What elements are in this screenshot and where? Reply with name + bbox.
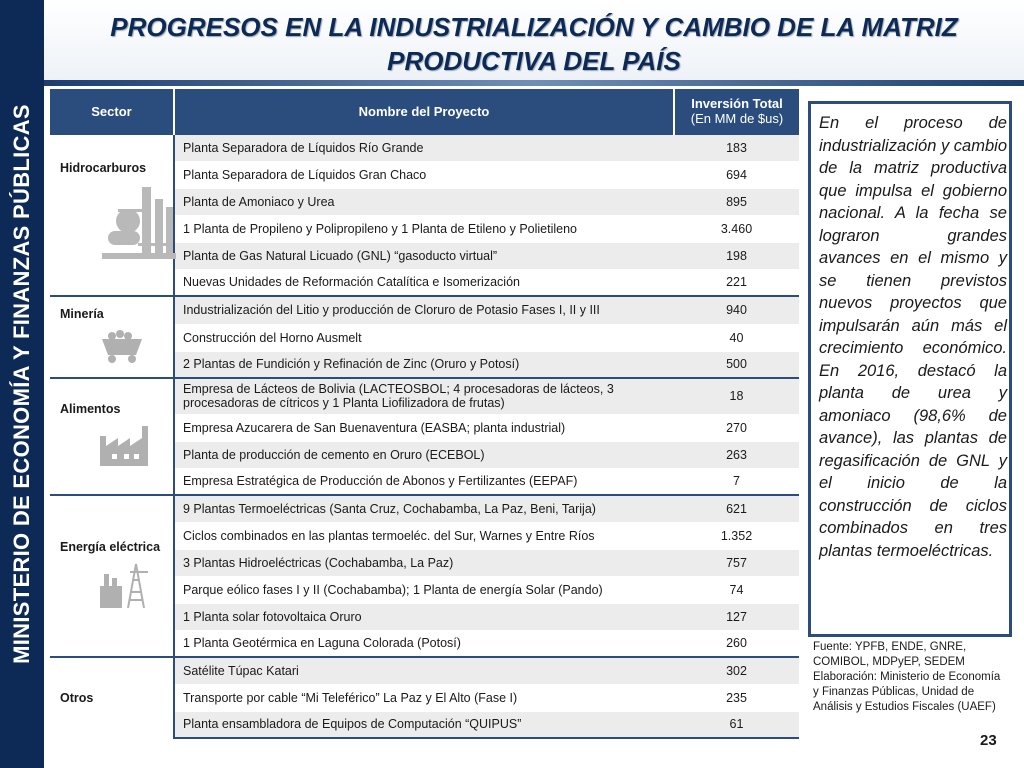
table-row (50, 495, 799, 522)
sector-name: Minería (60, 306, 104, 321)
investment-value: 302 (674, 657, 799, 684)
investment-value: 500 (674, 351, 799, 378)
investment-value: 940 (674, 296, 799, 324)
investment-value: 757 (674, 549, 799, 576)
project-name: 1 Planta solar fotovoltaica Oruro (174, 603, 674, 630)
investment-value: 621 (674, 495, 799, 522)
project-name: 9 Plantas Termoeléctricas (Santa Cruz, Cochabamba, La Paz, Beni, Tarija) (174, 495, 674, 522)
ministry-name: MINISTERIO DE ECONOMÍA Y FINANZAS PÚBLICAS (9, 104, 34, 664)
investment-value: 260 (674, 630, 799, 657)
project-name: Planta ensambladora de Equipos de Computación “QUIPUS” (174, 711, 674, 738)
sector-name: Otros (60, 690, 94, 705)
sector-cell (50, 134, 174, 296)
project-name: Planta de Amoniaco y Urea (174, 188, 674, 215)
title-bar (44, 0, 1024, 80)
sector-cell (50, 657, 174, 738)
sector-name: Energía eléctrica (60, 539, 161, 554)
ministry-sidebar (0, 0, 44, 768)
project-name: Nuevas Unidades de Reformación Catalítica e Isomerización (174, 269, 674, 296)
project-name: 2 Plantas de Fundición y Refinación de Zinc (Oruro y Potosí) (174, 351, 674, 378)
header-investment-unit: (En MM de $us) (690, 111, 784, 126)
project-name: 3 Plantas Hidroeléctricas (Cochabamba, La Paz) (174, 549, 674, 576)
project-name: Empresa Estratégica de Producción de Abonos y Fertilizantes (EEPAF) (174, 468, 674, 495)
project-name: Planta Separadora de Líquidos Gran Chaco (174, 161, 674, 188)
sector-name: Alimentos (60, 402, 121, 416)
project-name: Satélite Túpac Katari (174, 657, 674, 684)
sector-cell (50, 495, 174, 657)
elaboration-line: Elaboración: Ministerio de Economía y Finanzas Públicas, Unidad de Análisis y Estudios Fiscales (UAEF) (813, 671, 1001, 713)
title-divider (44, 80, 1024, 86)
sector-name: Hidrocarburos (60, 161, 147, 175)
power-plant-icon (98, 560, 165, 613)
investment-value: 18 (674, 378, 799, 414)
table-body (50, 134, 799, 738)
investment-value: 74 (674, 576, 799, 603)
summary-box (808, 101, 1012, 637)
project-name: 1 Planta Geotérmica en Laguna Colorada (Potosí) (174, 630, 674, 657)
sector-cell (50, 296, 174, 378)
project-name: Ciclos combinados en las plantas termoeléc. del Sur, Warnes y Entre Ríos (174, 522, 674, 549)
header-investment (674, 89, 799, 134)
investment-value: 127 (674, 603, 799, 630)
project-name: Transporte por cable “Mi Teleférico” La Paz y El Alto (Fase I) (174, 684, 674, 711)
investment-value: 221 (674, 269, 799, 296)
source-note (813, 640, 1003, 715)
projects-table (50, 89, 799, 739)
investment-value: 235 (674, 684, 799, 711)
investment-value: 1.352 (674, 522, 799, 549)
table-row (50, 296, 799, 324)
table-row (50, 657, 799, 684)
investment-value: 7 (674, 468, 799, 495)
project-name: 1 Planta de Propileno y Polipropileno y 1 Planta de Etileno y Polietileno (174, 215, 674, 242)
page-title-line2: PRODUCTIVA DEL PAÍS (387, 46, 681, 76)
table-row (50, 134, 799, 161)
table-header-row (50, 89, 799, 134)
header-sector: Sector (50, 89, 174, 134)
project-name: Industrialización del Litio y producción de Cloruro de Potasio Fases I, II y III (174, 296, 674, 324)
page-title-line1: PROGRESOS EN LA INDUSTRIALIZACIÓN Y CAMBIO DE LA MATRIZ (110, 12, 958, 42)
investment-value: 3.460 (674, 215, 799, 242)
investment-value: 61 (674, 711, 799, 738)
summary-text: En el proceso de industrialización y cambio de la matriz productiva que impulsa el gobierno nacional. A la fecha se lograron grandes avances en el mismo y se tienen previstos nuevos proyectos que impulsarán aún más el crecimiento económico. En 2016, destacó la planta de urea y amoniaco (98,6% de avance), las plantas de regasificación de GNL y el inicio de la construcción de ciclos combinados en tres plantas termoeléctricas. (819, 114, 1008, 560)
sector-cell (50, 378, 174, 495)
mine-cart-icon (98, 327, 165, 368)
investment-value: 694 (674, 161, 799, 188)
page-title (44, 10, 1024, 78)
project-name: Planta Separadora de Líquidos Río Grande (174, 134, 674, 161)
project-name: Planta de producción de cemento en Oruro (ECEBOL) (174, 441, 674, 468)
project-name: Empresa de Lácteos de Bolivia (LACTEOSBOL; 4 procesadoras de lácteos, 3 procesadoras de cítricos y 1 Planta Liofilizadora de frutas) (174, 378, 674, 414)
investment-value: 263 (674, 441, 799, 468)
page-number: 23 (980, 732, 997, 749)
factory-icon (98, 422, 165, 471)
investment-value: 198 (674, 242, 799, 269)
refinery-icon (98, 181, 165, 269)
investment-value: 40 (674, 324, 799, 351)
header-project: Nombre del Proyecto (174, 89, 674, 134)
project-name: Parque eólico fases I y II (Cochabamba); 1 Planta de energía Solar (Pando) (174, 576, 674, 603)
investment-value: 270 (674, 414, 799, 441)
header-investment-label: Inversión Total (691, 96, 783, 111)
project-name: Empresa Azucarera de San Buenaventura (EASBA; planta industrial) (174, 414, 674, 441)
project-name: Construcción del Horno Ausmelt (174, 324, 674, 351)
investment-value: 895 (674, 188, 799, 215)
investment-value: 183 (674, 134, 799, 161)
project-name: Planta de Gas Natural Licuado (GNL) “gasoducto virtual” (174, 242, 674, 269)
table-row (50, 378, 799, 414)
source-line: Fuente: YPFB, ENDE, GNRE, COMIBOL, MDPyEP, SEDEM (813, 641, 967, 668)
